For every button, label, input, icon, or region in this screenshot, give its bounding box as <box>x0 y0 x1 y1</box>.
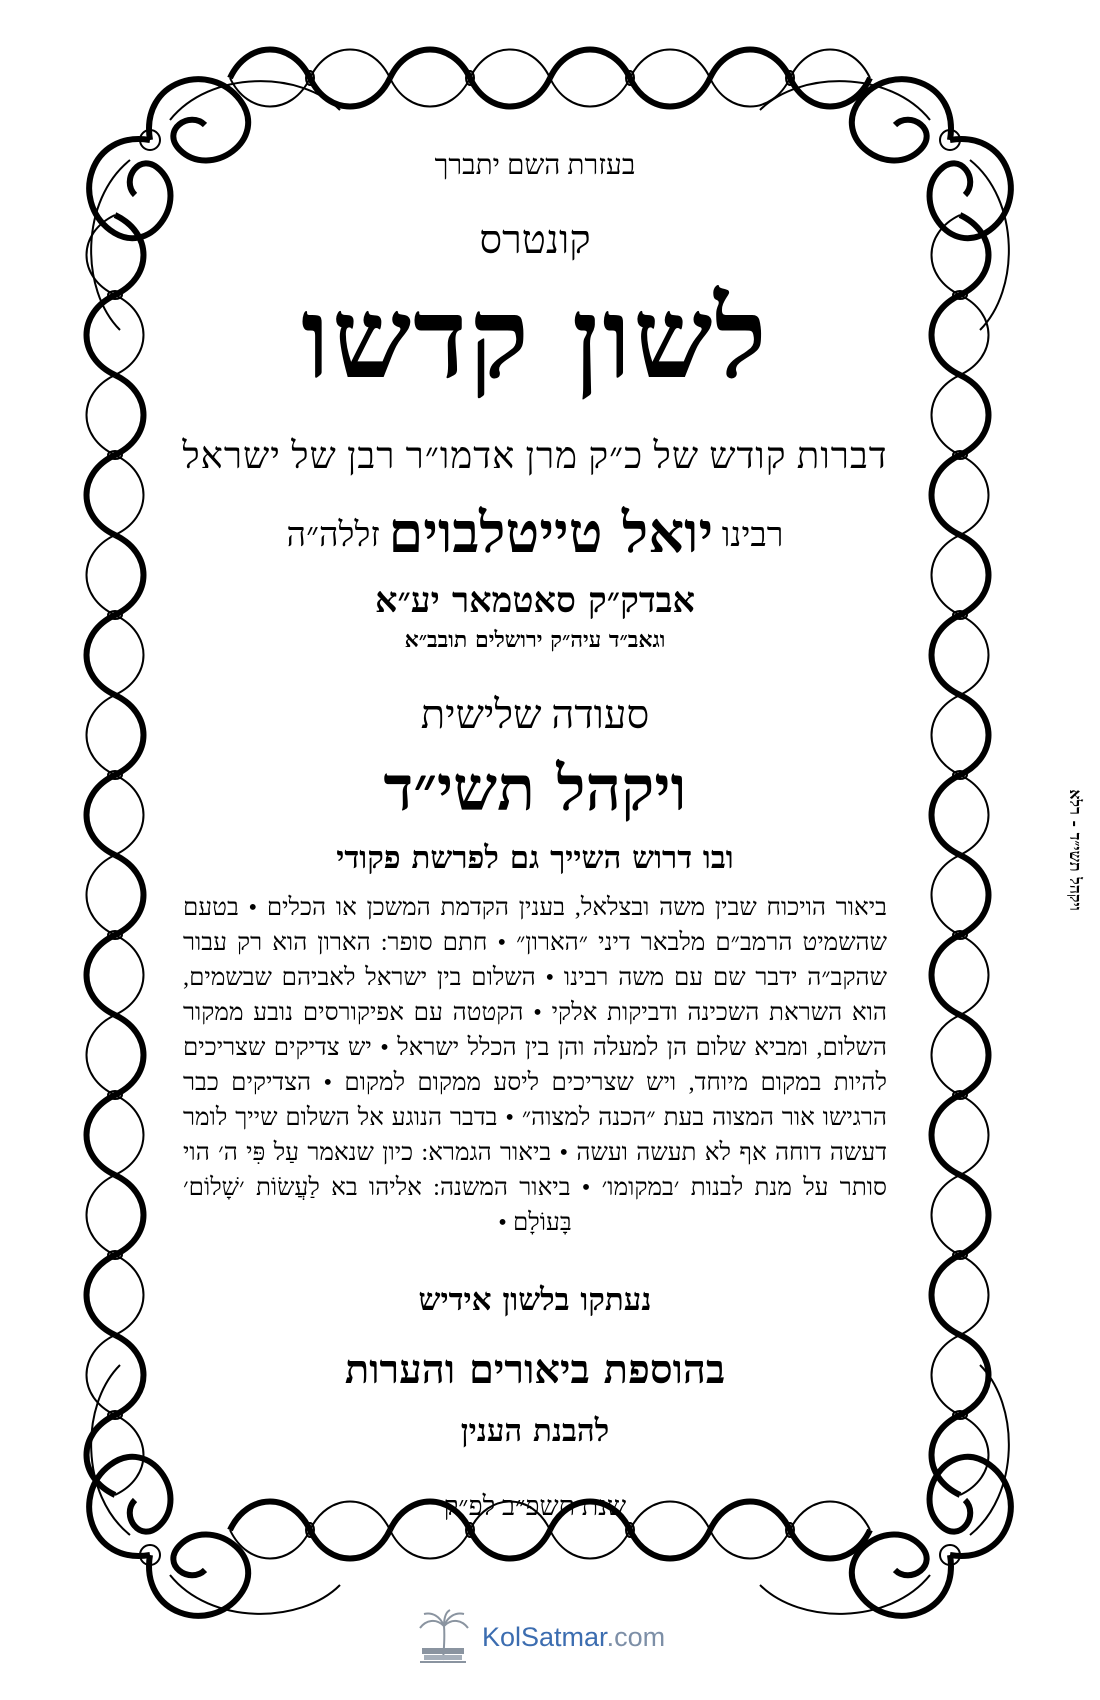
abdak-line: אבדק״ק סאטמאר יע״א <box>375 580 695 621</box>
logo-text <box>482 1622 665 1653</box>
yiddish-note: נעתקו בלשון אידיש <box>418 1282 652 1318</box>
title-page-content <box>175 140 895 1560</box>
derush-line: ובו דרוש השייך גם לפרשת פקודי <box>336 840 734 876</box>
meal-heading: סעודה שלישית <box>420 692 650 737</box>
rabbi-line <box>175 500 895 566</box>
side-page-label: ויקהל תשי״ד - רלא <box>1066 789 1085 911</box>
palm-tree-books-icon <box>414 1608 472 1666</box>
words-of-line: דברות קודש של כ״ק מרן אדמו״ר רבן של ישראל <box>182 436 888 477</box>
book-title: לשון קדשו <box>301 273 769 404</box>
rabbi-name: יואל טייטלבוים <box>388 500 714 566</box>
blessing-heading: בעזרת השם יתברך <box>434 150 636 181</box>
kolsatmar-logo[interactable] <box>414 1608 665 1666</box>
addition-line: בהוספת ביאורים והערות <box>344 1346 726 1393</box>
kuntres-label: קונטרס <box>479 217 591 262</box>
logo-domain: .com <box>606 1621 666 1652</box>
rabbi-prefix: רבינו <box>721 517 784 554</box>
year-line: שנת תשפ״ב לפ״ק <box>443 1491 627 1521</box>
parsha-heading: ויקהל תשי״ד <box>383 752 687 825</box>
gavad-line: וגאב״ד עיה״ק ירושלים תובב״א <box>404 627 666 653</box>
logo-name: KolSatmar <box>482 1621 607 1652</box>
understanding-line: להבנת הענין <box>460 1413 610 1449</box>
rabbi-suffix: זללה״ה <box>286 517 380 554</box>
contents-summary: ביאור הויכוח שבין משה ובצלאל, בענין הקדמת המשכן או הכלים • בטעם שהשמיט הרמב״ם מלבאר דיני ״הארון״ • חתם סופר: הארון הוא רק עבור שהקב״ה ידבר שם עם משה רבינו • השלום בין ישראל לאביהם שבשמים, הוא השראת השכינה ודביקות אלקי • הקטטה עם אפיקורסים נובע ממקור השלום, ומביא שלום הן למעלה והן בין הכלל ישראל • יש צדיקים שצריכים להיות במקום מיוחד, ויש שצריכים ליסע ממקום למקום • הצדיקים כבר הרגישו אור המצוה בעת ״הכנה למצוה״ • בדבר הנוגע אל השלום שייך לומר דעשה דוחה אף לא תעשה ועשה • ביאור הגמרא: כיון שנאמר עַל פִּי ה׳ הוי סותר על מנת לבנות ׳במקומו׳ • ביאור המשנה: אליהו בא לַעֲשׂוֹת ׳שָׁלוֹם׳ בָּעוֹלָם • <box>183 894 887 1236</box>
